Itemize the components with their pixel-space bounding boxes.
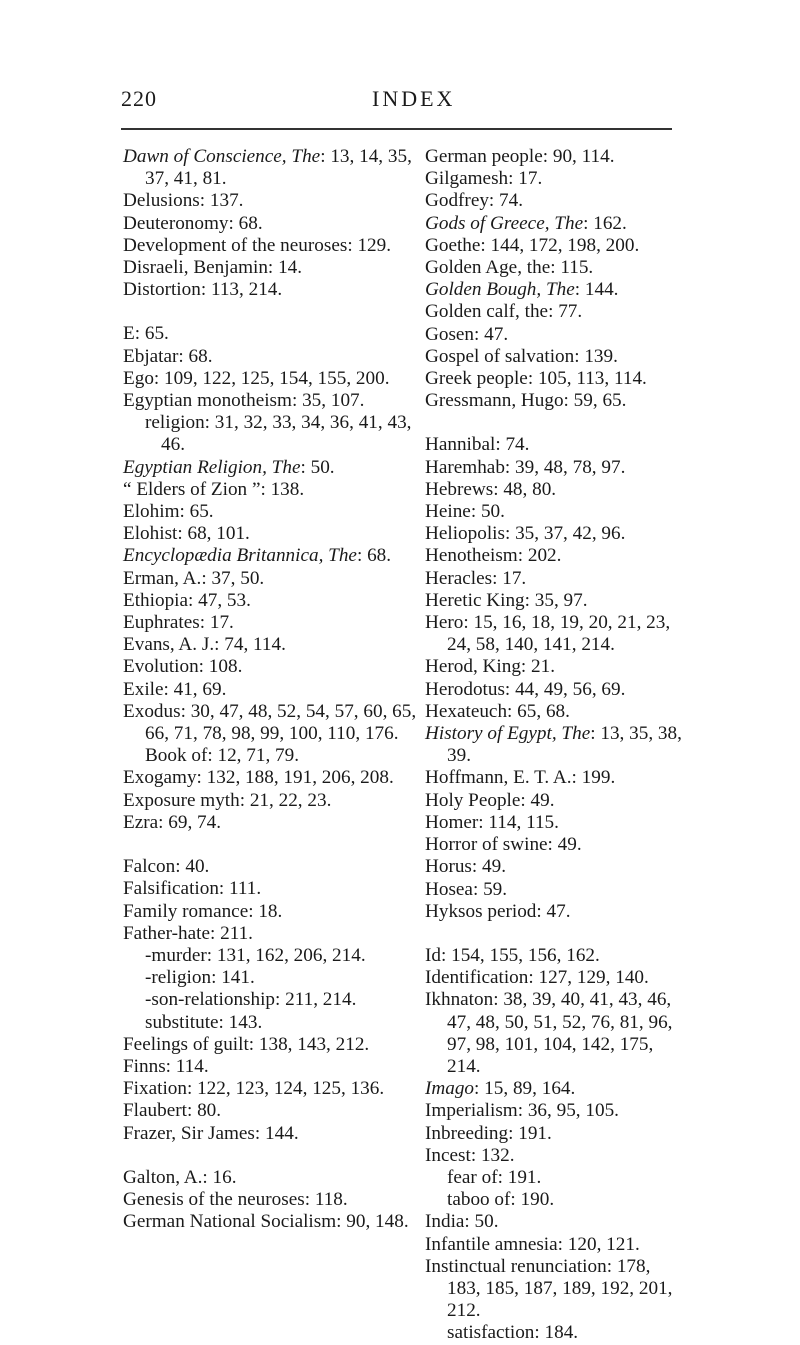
index-entry: Exogamy: 132, 188, 191, 206, 208. [123, 767, 394, 789]
index-entry: Development of the neuroses: 129. [123, 234, 392, 256]
index-entry: Flaubert: 80. [123, 1100, 222, 1122]
index-entry: Delusions: 137. [123, 190, 244, 212]
index-entry: Exposure myth: 21, 22, 23. [123, 789, 332, 811]
index-entry: Fixation: 122, 123, 124, 125, 136. [123, 1078, 385, 1100]
index-entry: Evans, A. J.: 74, 114. [123, 634, 286, 656]
index-entry: Heretic King: 35, 97. [425, 589, 588, 611]
index-entry: Golden calf, the: 77. [425, 301, 583, 323]
index-entry: Hebrews: 48, 80. [425, 478, 557, 500]
index-entry: Imperialism: 36, 95, 105. [425, 1100, 619, 1122]
index-entry: Hexateuch: 65, 68. [425, 700, 570, 722]
index-entry: Erman, A.: 37, 50. [123, 567, 265, 589]
page-number: 220 [121, 86, 157, 111]
index-entry: Ezra: 69, 74. [123, 811, 222, 833]
index-entry: Heracles: 17. [425, 567, 527, 589]
index-subentry: fear of: 191. [447, 1166, 542, 1188]
index-entry: Haremhab: 39, 48, 78, 97. [425, 456, 626, 478]
index-subentry: Book of: 12, 71, 79. [145, 745, 300, 767]
index-entry: Elohist: 68, 101. [123, 523, 250, 545]
index-entry: Golden Age, the: 115. [425, 257, 594, 279]
index-entry: Hero: 15, 16, 18, 19, 20, 21, 23, 24, 58, 140, 141, 214. [425, 612, 671, 656]
index-entry: Gods of Greece, The: 162. [425, 212, 627, 234]
index-entry: Holy People: 49. [425, 789, 555, 811]
index-entry: Dawn of Conscience, The: 13, 14, 35, 37, 41, 81. [123, 146, 412, 190]
index-entry: Finns: 114. [123, 1055, 209, 1077]
index-entry: Exodus: 30, 47, 48, 52, 54, 57, 60, 65, 66, 71, 78, 98, 99, 100, 110, 176. [123, 700, 417, 745]
index-entry: Hosea: 59. [425, 878, 508, 900]
index-entry: Encyclopædia Britannica, The: 68. [123, 545, 392, 567]
index-entry: “ Elders of Zion ”: 138. [123, 478, 305, 500]
index-subentry: -religion: 141. [145, 967, 255, 989]
index-entry: Heliopolis: 35, 37, 42, 96. [425, 523, 626, 545]
index-subentry: substitute: 143. [145, 1011, 263, 1033]
index-entry: Identification: 127, 129, 140. [425, 967, 649, 989]
index-entry: Incest: 132. [425, 1144, 515, 1166]
index-entry: Egyptian monotheism: 35, 107. [123, 390, 365, 412]
index-entry: Imago: 15, 89, 164. [425, 1078, 576, 1100]
index-entry: Frazer, Sir James: 144. [123, 1122, 299, 1144]
index-entry: India: 50. [425, 1211, 499, 1233]
index-entry: Herodotus: 44, 49, 56, 69. [425, 678, 626, 700]
index-entry: Evolution: 108. [123, 656, 243, 678]
index-entry: German National Socialism: 90, 148. [123, 1211, 409, 1233]
header-rule [121, 128, 672, 130]
index-entry: Ebjatar: 68. [123, 345, 213, 367]
index-entry: Horror of swine: 49. [425, 834, 582, 856]
index-column-left [123, 146, 421, 1233]
index-column-right [425, 146, 683, 1345]
index-entry: Family romance: 18. [123, 900, 283, 922]
index-entry: Id: 154, 155, 156, 162. [425, 944, 600, 966]
index-entry: German people: 90, 114. [425, 146, 615, 167]
index-entry: Infantile amnesia: 120, 121. [425, 1233, 640, 1255]
page-header [0, 86, 800, 116]
index-entry: Inbreeding: 191. [425, 1122, 552, 1144]
index-entry: Falcon: 40. [123, 856, 210, 878]
index-entry: Elohim: 65. [123, 501, 214, 523]
index-entry: Galton, A.: 16. [123, 1166, 237, 1188]
index-entry: Father-hate: 211. [123, 922, 253, 944]
index-entry: Homer: 114, 115. [425, 811, 559, 833]
index-entry: Feelings of guilt: 138, 143, 212. [123, 1033, 370, 1055]
index-entry: Ego: 109, 122, 125, 154, 155, 200. [123, 367, 390, 389]
index-entry: Distortion: 113, 214. [123, 279, 283, 301]
index-entry: Egyptian Religion, The: 50. [123, 456, 335, 478]
index-entry: Genesis of the neuroses: 118. [123, 1188, 348, 1210]
index-entry: Deuteronomy: 68. [123, 212, 263, 234]
index-subentry: -son-relationship: 211, 214. [145, 989, 357, 1011]
index-entry: History of Egypt, The: 13, 35, 38, 39. [425, 723, 682, 767]
index-entry: Exile: 41, 69. [123, 678, 227, 700]
index-subentry: taboo of: 190. [447, 1189, 555, 1211]
index-entry: Herod, King: 21. [425, 656, 556, 678]
index-entry: Gressmann, Hugo: 59, 65. [425, 390, 627, 412]
index-entry: Instinctual renunciation: 178, 183, 185, 187, 189, 192, 201, 212. [425, 1255, 673, 1322]
index-entry: Ikhnaton: 38, 39, 40, 41, 43, 46, 47, 48, 50, 51, 52, 76, 81, 96, 97, 98, 101, 104, 142, 175, 214. [425, 989, 673, 1077]
index-subentry: -murder: 131, 162, 206, 214. [145, 944, 366, 966]
index-entry: Hoffmann, E. T. A.: 199. [425, 767, 616, 789]
index-entry: Horus: 49. [425, 856, 507, 878]
index-entry: Goethe: 144, 172, 198, 200. [425, 234, 640, 256]
index-entry: Godfrey: 74. [425, 190, 524, 212]
index-subentry: religion: 31, 32, 33, 34, 36, 41, 43, 46. [145, 412, 412, 456]
index-entry: Golden Bough, The: 144. [425, 279, 619, 301]
index-entry: Disraeli, Benjamin: 14. [123, 257, 303, 279]
index-entry: Euphrates: 17. [123, 612, 234, 634]
index-entry: Ethiopia: 47, 53. [123, 589, 251, 611]
index-entry: Greek people: 105, 113, 114. [425, 368, 647, 390]
index-entry: Hyksos period: 47. [425, 900, 571, 922]
index-entry: Gospel of salvation: 139. [425, 345, 618, 367]
running-head: INDEX [372, 86, 456, 111]
index-entry: Henotheism: 202. [425, 545, 562, 567]
index-entry: E: 65. [123, 323, 169, 345]
index-subentry: satisfaction: 184. [447, 1322, 579, 1344]
index-entry: Gosen: 47. [425, 323, 509, 345]
index-entry: Gilgamesh: 17. [425, 168, 543, 190]
index-entry: Heine: 50. [425, 501, 505, 523]
index-entry: Falsification: 111. [123, 878, 262, 900]
index-entry: Hannibal: 74. [425, 434, 530, 456]
